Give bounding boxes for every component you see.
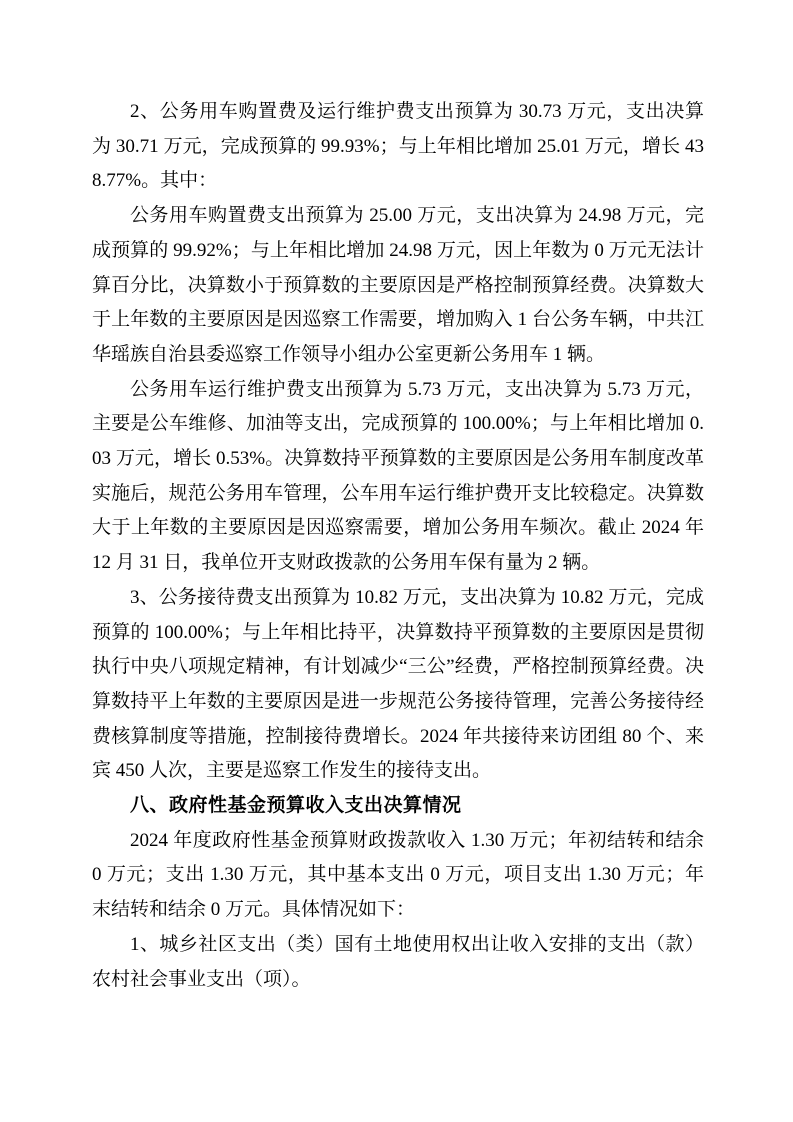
section-heading-gov-fund-budget: 八、政府性基金预算收入支出决算情况	[130, 795, 462, 817]
paragraph-official-reception-cost: 3、公务接待费支出预算为 10.82 万元，支出决算为 10.82 万元，完成预算的 100.00%；与上年相比持平，决算数持平预算数的主要原因是贯彻执行中央八项规定精神，有计划减少“三公”经费，严格控制预算经费。决算数持平上年数的主要原因是进一步规范公务接待管理，完善公务接待经费核算制度等措施，控制接待费增长。2024 年共接待来访团组 80 个、来宾 450 人次，主要是巡察工作发生的接待支出。	[92, 586, 704, 782]
paragraph-gov-fund-summary: 2024 年度政府性基金预算财政拨款收入 1.30 万元；年初结转和结余 0 万元；支出 1.30 万元，其中基本支出 0 万元，项目支出 1.30 万元；年末结转和结余 0 万元。具体情况如下：	[92, 829, 704, 921]
paragraph-vehicle-maintenance-cost: 公务用车运行维护费支出预算为 5.73 万元，支出决算为 5.73 万元，主要是公车维修、加油等支出，完成预算的 100.00%；与上年相比增加 0.03 万元，增长 0.53%。决算数持平预算数的主要原因是公务用车制度改革实施后，规范公务用车管理，公车用车运行维护费开支比较稳定。决算数大于上年数的主要原因是因巡察需要，增加公务用车频次。截止 2024 年 12 月 31 日，我单位开支财政拨款的公务用车保有量为 2 辆。	[92, 378, 704, 574]
paragraph-vehicle-purchase-cost: 公务用车购置费支出预算为 25.00 万元，支出决算为 24.98 万元，完成预算的 99.92%；与上年相比增加 24.98 万元，因上年数为 0 万元无法计算百分比，决算数小于预算数的主要原因是严格控制预算经费。决算数大于上年数的主要原因是因巡察工作需要，增加购入 1 台公务车辆，中共江华瑶族自治县委巡察工作领导小组办公室更新公务用车 1 辆。	[92, 205, 704, 365]
paragraph-gov-fund-item-urban-rural: 1、城乡社区支出（类）国有土地使用权出让收入安排的支出（款）农村社会事业支出（项）。	[92, 933, 704, 990]
paragraph-vehicle-total-cost: 2、公务用车购置费及运行维护费支出预算为 30.73 万元，支出决算为 30.71 万元，完成预算的 99.93%；与上年相比增加 25.01 万元，增长 438.77%。其中：	[92, 101, 704, 192]
